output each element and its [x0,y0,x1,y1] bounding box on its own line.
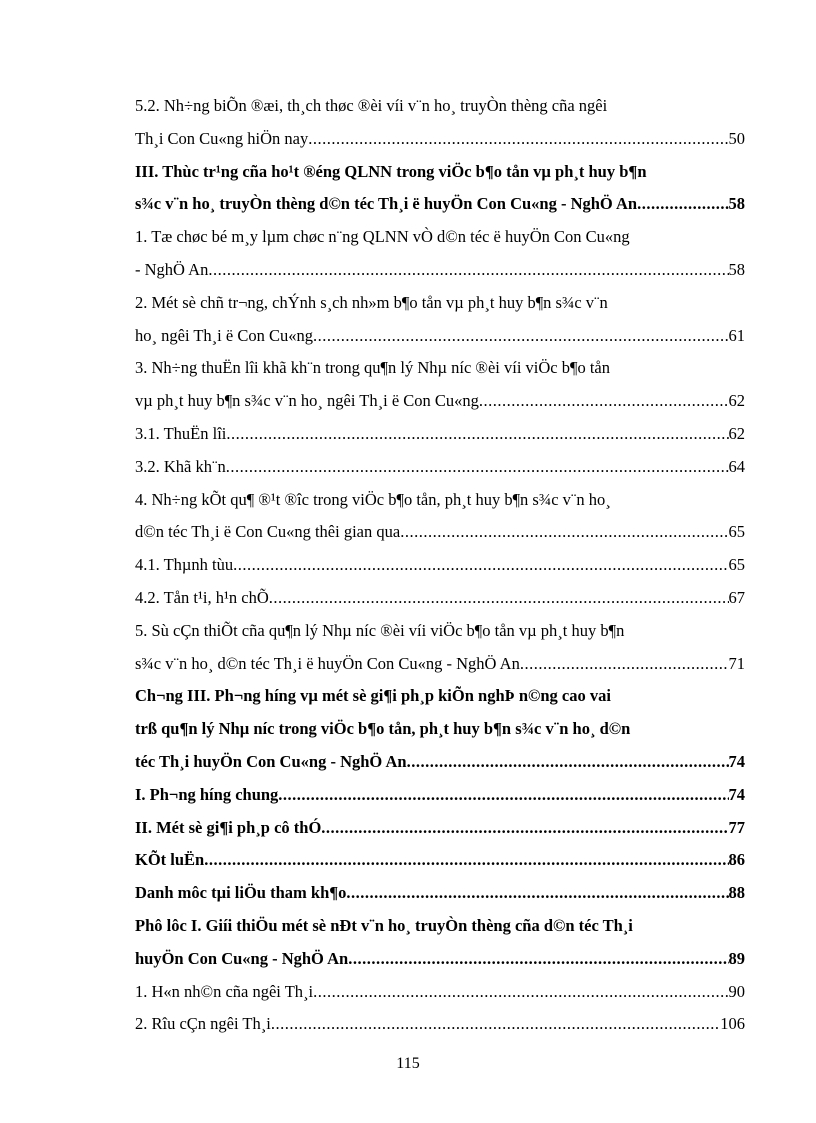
toc-entry-text: téc Th¸i huyÖn Con Cu«ng - NghÖ An [135,751,407,771]
toc-entry-text: 2. Rîu cÇn ngêi Th¸i [135,1014,271,1034]
dot-leader [400,516,728,549]
page-number: 115 [396,1055,420,1072]
toc-entry-page: 62 [728,391,745,411]
toc-entry-page: 65 [728,555,745,575]
toc-entry-text: I. Ph¬ng híng chung [135,784,279,804]
toc-entry-text: 4. Nh÷ng kÕt qu¶ ®¹t ®îc trong viÖc b¶o tån, ph¸t huy b¶n s¾c v¨n ho¸ [135,489,611,509]
toc-line [135,582,745,615]
dot-leader [321,812,728,845]
toc-entry-page: 90 [728,981,745,1001]
toc-entry-text: ho¸ ngêi Th¸i ë Con Cu«ng [135,325,313,345]
toc-entry-text: III. Thùc tr¹ng cña ho¹t ®éng QLNN trong viÖc b¶o tån vµ ph¸t huy b¶n [135,161,647,181]
toc-line [135,221,745,254]
toc-entry-text: 5. Sù cÇn thiÕt cña qu¶n lý Nhµ níc ®èi víi viÖc b¶o tån vµ ph¸t huy b¶n [135,620,625,640]
toc-line [135,779,745,812]
toc-line [135,713,745,746]
dot-leader [407,746,729,779]
toc-entry-page: 77 [728,817,745,837]
toc-line [135,156,745,189]
toc-entry-page: 50 [728,128,745,148]
toc-line [135,320,745,353]
dot-leader [637,188,728,221]
toc-entry-text: 3.2. Khã kh¨n [135,456,226,476]
toc-entry-page: 106 [720,1014,745,1034]
toc-line [135,549,745,582]
toc-line [135,910,745,943]
dot-leader [204,844,728,877]
dot-leader [479,385,729,418]
toc-line [135,615,745,648]
toc-line [135,680,745,713]
toc-line [135,188,745,221]
toc-entry-text: - NghÖ An [135,259,209,279]
toc-entry-page: 64 [728,456,745,476]
toc-line [135,352,745,385]
toc-entry-text: 5.2. Nh÷ng biÕn ®æi, th¸ch thøc ®èi víi v¨n ho¸ truyÒn thèng cña ngêi [135,96,608,115]
toc-entry-page: 74 [728,751,745,771]
toc-entry-text: 4.1. Thµnh tùu [135,555,234,575]
toc-entry-text: 3.1. ThuËn lîi [135,423,227,443]
toc-line [135,746,745,779]
toc-entry-text: 4.2. Tån t¹i, h¹n chÕ [135,587,269,607]
dot-leader [520,648,729,681]
toc-entry-page: 58 [728,259,745,279]
toc-entry-page: 58 [728,194,745,214]
toc-entry-text: huyÖn Con Cu«ng - NghÖ An [135,948,349,968]
toc-line [135,385,745,418]
table-of-contents [135,90,745,1041]
dot-leader [226,418,728,451]
toc-entry-text: d©n téc Th¸i ë Con Cu«ng thêi gian qua [135,522,401,542]
toc-entry-text: 3. Nh÷ng thuËn lîi khã kh¨n trong qu¶n lý Nhµ níc ®èi víi viÖc b¶o tån [135,358,610,378]
toc-line [135,418,745,451]
toc-entry-text: 1. H«n nh©n cña ngêi Th¸i [135,981,314,1001]
dot-leader [271,1008,720,1041]
toc-line [135,516,745,549]
toc-line [135,123,745,156]
toc-entry-text: II. Mét sè gi¶i ph¸p cô thÓ [135,817,322,837]
toc-line [135,812,745,845]
toc-line [135,844,745,877]
toc-entry-text: 1. Tæ chøc bé m¸y lµm chøc n¨ng QLNN vÒ d©n téc ë huyÖn Con Cu«ng [135,227,630,247]
toc-line [135,254,745,287]
dot-leader [269,582,729,615]
toc-entry-page: 62 [728,423,745,443]
toc-entry-page: 88 [728,883,745,903]
dot-leader [313,320,729,353]
dot-leader [226,451,729,484]
toc-entry-page: 86 [728,850,745,870]
toc-entry-page: 89 [728,948,745,968]
toc-entry-text: trß qu¶n lý Nhµ níc trong viÖc b¶o tån, ph¸t huy b¶n s¾c v¨n ho¸ d©n [135,719,631,739]
toc-entry-text: Ch¬ng III. Ph¬ng híng vµ mét sè gi¶i ph¸p kiÕn nghÞ n©ng cao vai [135,686,611,706]
toc-entry-page: 67 [728,587,745,607]
toc-entry-page: 74 [728,784,745,804]
toc-entry-text: Danh môc tµi liÖu tham kh¶o [135,883,347,903]
toc-entry-text: Th¸i Con Cu«ng hiÖn nay [135,128,309,148]
dot-leader [233,549,728,582]
toc-line [135,451,745,484]
toc-entry-text: vµ ph¸t huy b¶n s¾c v¨n ho¸ ngêi Th¸i ë Con Cu«ng [135,391,479,411]
dot-leader [278,779,728,812]
toc-entry-text: s¾c v¨n ho¸ truyÒn thèng d©n téc Th¸i ë huyÖn Con Cu«ng - NghÖ An [135,194,638,214]
toc-line [135,1008,745,1041]
toc-entry-text: Phô lôc I. Giíi thiÖu mét sè nÐt v¨n ho¸ truyÒn thèng cña d©n téc Th¸i [135,915,633,935]
toc-line [135,287,745,320]
dot-leader [348,943,728,976]
toc-entry-page: 61 [728,325,745,345]
toc-line [135,90,745,123]
toc-entry-text: KÕt luËn [135,850,205,870]
dot-leader [308,123,728,156]
dot-leader [208,254,728,287]
toc-line [135,648,745,681]
toc-entry-text: s¾c v¨n ho¸ d©n téc Th¸i ë huyÖn Con Cu«ng - NghÖ An [135,653,520,673]
toc-line [135,943,745,976]
toc-line [135,484,745,517]
toc-line [135,976,745,1009]
toc-entry-page: 65 [728,522,745,542]
toc-entry-text: 2. Mét sè chñ tr¬ng, chÝnh s¸ch nh»m b¶o tån vµ ph¸t huy b¶n s¾c v¨n [135,292,608,312]
toc-entry-page: 71 [728,653,745,673]
toc-line [135,877,745,910]
dot-leader [313,976,728,1009]
dot-leader [346,877,728,910]
